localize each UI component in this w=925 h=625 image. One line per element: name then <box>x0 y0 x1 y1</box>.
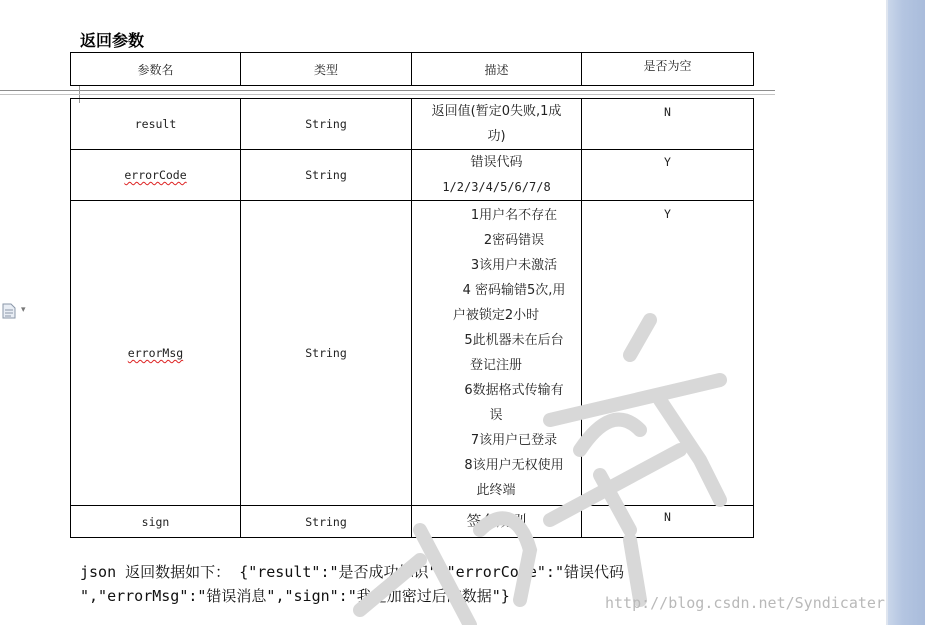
table-row <box>71 201 754 506</box>
list-item: 登记注册 <box>469 358 522 373</box>
table-row <box>71 99 754 150</box>
description-line: 错误代码 <box>470 155 523 170</box>
description-line: 功) <box>487 129 506 144</box>
description-line: 1/2/3/4/5/6/7/8 <box>442 180 551 194</box>
chevron-down-icon[interactable]: ▾ <box>21 305 26 315</box>
json-example-text: {"result":"是否成功标识","errorCode":"错误代码 <box>239 563 624 581</box>
param-nullable: Y <box>582 150 754 201</box>
list-item: 户被锁定2小时 <box>452 308 540 323</box>
param-type: String <box>241 506 412 538</box>
params-table <box>70 98 754 538</box>
json-example-line-1 <box>80 560 720 584</box>
param-name-text: errorMsg <box>127 346 184 360</box>
list-item: 5此机器未在后台 <box>464 333 564 348</box>
param-name <box>71 150 241 201</box>
section-title: 返回参数 <box>80 31 145 50</box>
param-nullable: N <box>582 99 754 150</box>
param-type: String <box>241 201 412 506</box>
list-item: 误 <box>489 408 503 423</box>
list-item: 7该用户已登录 <box>470 433 558 448</box>
workspace-background <box>888 0 925 625</box>
param-nullable: Y <box>582 201 754 506</box>
error-message-list <box>412 201 582 506</box>
param-description <box>412 150 582 201</box>
header-description: 描述 <box>412 53 582 86</box>
param-nullable: N <box>582 506 754 538</box>
list-item: 此终端 <box>476 483 516 498</box>
description-line: 返回值(暂定0失败,1成 <box>431 104 562 119</box>
param-description: 签名规则 <box>412 506 582 538</box>
table-header-row <box>71 53 754 86</box>
json-example-line-2: ","errorMsg":"错误消息","sign":"我是加密过后的数据"} <box>80 587 510 605</box>
table-row <box>71 506 754 538</box>
params-header-table <box>70 52 754 86</box>
page-corner-mark <box>79 86 80 94</box>
param-type: String <box>241 150 412 201</box>
page-break-line-2 <box>0 94 775 95</box>
json-example-prefix: json 返回数据如下： <box>80 563 231 581</box>
param-name-text: errorCode <box>124 168 187 182</box>
watermark-url: http://blog.csdn.net/Syndicater <box>605 594 885 612</box>
header-type: 类型 <box>241 53 412 86</box>
param-description <box>412 99 582 150</box>
list-item: 4 密码输错5次,用 <box>462 283 566 298</box>
table-row <box>71 150 754 201</box>
param-type: String <box>241 99 412 150</box>
document-icon[interactable] <box>2 303 16 319</box>
list-item: 2密码错误 <box>483 233 545 248</box>
list-item: 6数据格式传输有 <box>464 383 564 398</box>
header-param-name: 参数名 <box>71 53 241 86</box>
list-item: 1用户名不存在 <box>470 208 558 223</box>
list-item: 8该用户无权使用 <box>464 458 564 473</box>
header-nullable: 是否为空 <box>582 53 754 86</box>
param-name <box>71 201 241 506</box>
page-break-line <box>0 90 775 91</box>
param-name: sign <box>71 506 241 538</box>
list-item: 3该用户未激活 <box>470 258 558 273</box>
param-name: result <box>71 99 241 150</box>
